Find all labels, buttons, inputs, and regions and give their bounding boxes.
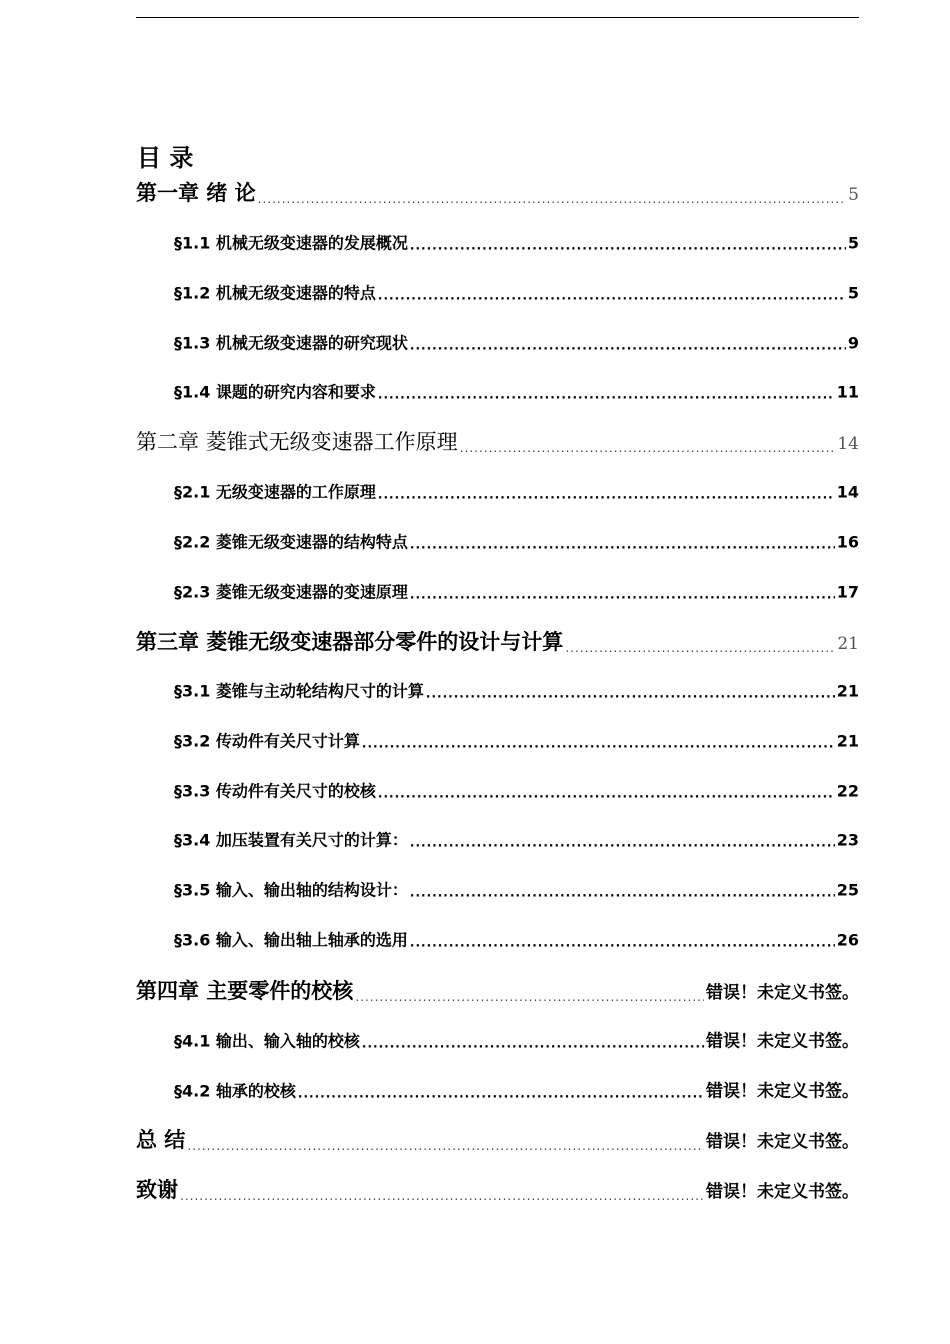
toc-entry[interactable]: [136, 975, 859, 1005]
toc-entry-page: 错误！未定义书签。: [706, 1182, 859, 1202]
toc-entry-page: 11: [836, 382, 859, 402]
toc-entry[interactable]: [136, 1124, 859, 1154]
toc-entry[interactable]: [174, 729, 859, 752]
toc-entry-label: 第一章 绪 论: [136, 181, 256, 205]
toc-entry-label: 第二章 菱锥式无级变速器工作原理: [136, 430, 458, 454]
toc-dot-leader: [355, 975, 704, 1005]
toc-entry-page: 25: [836, 880, 859, 900]
toc-dot-leader: [410, 530, 835, 553]
toc-dot-leader: [378, 281, 846, 304]
toc-entry-label: §1.2 机械无级变速器的特点: [174, 283, 376, 303]
toc-dot-leader: [298, 1077, 704, 1102]
toc-entry-label: §3.4 加压装置有关尺寸的计算：: [174, 830, 408, 850]
toc-entry-page: 16: [836, 532, 859, 552]
toc-entry-label: 致谢: [136, 1178, 178, 1202]
toc-entry-page: 5: [848, 185, 859, 205]
toc-entry-page: 5: [847, 233, 859, 253]
toc-entry-label: §3.1 菱锥与主动轮结构尺寸的计算: [174, 681, 424, 701]
toc-entry[interactable]: [136, 626, 859, 656]
toc-entry[interactable]: [136, 426, 859, 456]
toc-dot-leader: [187, 1124, 704, 1154]
toc-entry[interactable]: [174, 1077, 859, 1102]
toc-entry-page: 错误！未定义书签。: [706, 1031, 859, 1052]
toc-dot-leader: [565, 626, 835, 656]
toc-dot-leader: [410, 331, 846, 354]
toc-entry[interactable]: [174, 331, 859, 354]
toc-entry[interactable]: [174, 480, 859, 503]
toc-entry-label: 第四章 主要零件的校核: [136, 979, 354, 1003]
toc-dot-leader: [410, 828, 835, 851]
toc-dot-leader: [378, 480, 835, 503]
toc-dot-leader: [362, 729, 835, 752]
toc-entry-label: §2.2 菱锥无级变速器的结构特点: [174, 532, 408, 552]
header-rule: [136, 17, 859, 18]
toc-entry-page: 错误！未定义书签。: [706, 1132, 859, 1152]
toc-entry-page: 21: [836, 681, 859, 701]
toc-entry-page: 26: [836, 930, 859, 950]
toc-entry[interactable]: [174, 828, 859, 851]
toc-entry-page: 错误！未定义书签。: [706, 983, 859, 1003]
toc-entry[interactable]: [174, 928, 859, 951]
toc-entry[interactable]: [174, 580, 859, 603]
toc-entry[interactable]: [174, 779, 859, 802]
toc-entry[interactable]: [174, 1027, 859, 1052]
toc-dot-leader: [426, 679, 835, 702]
toc-entry-label: §3.3 传动件有关尺寸的校核: [174, 781, 376, 801]
toc-entry-label: 总 结: [136, 1128, 186, 1152]
toc-entry[interactable]: [174, 380, 859, 403]
toc-entry-label: §3.5 输入、输出轴的结构设计：: [174, 880, 408, 900]
toc-entry[interactable]: [174, 679, 859, 702]
toc-entry-label: §2.3 菱锥无级变速器的变速原理: [174, 582, 408, 602]
toc-entry-page: 14: [836, 482, 859, 502]
toc-entry-label: §4.2 轴承的校核: [174, 1081, 296, 1101]
toc-entry-page: 21: [837, 634, 859, 654]
toc-entry[interactable]: [174, 231, 859, 254]
toc-dot-leader: [180, 1174, 704, 1204]
toc-dot-leader: [362, 1027, 704, 1052]
toc-entry-page: 22: [836, 781, 859, 801]
toc-entry-label: §4.1 输出、输入轴的校核: [174, 1031, 360, 1051]
toc-entry[interactable]: [174, 878, 859, 901]
toc-entry-label: §1.3 机械无级变速器的研究现状: [174, 333, 408, 353]
toc-entry[interactable]: [174, 530, 859, 553]
toc-dot-leader: [410, 231, 846, 254]
toc-entry-page: 5: [847, 283, 859, 303]
toc-entry-label: §3.2 传动件有关尺寸计算: [174, 731, 360, 751]
toc-entry-label: §1.4 课题的研究内容和要求: [174, 382, 376, 402]
toc-dot-leader: [378, 380, 835, 403]
toc-entry-label: §3.6 输入、输出轴上轴承的选用: [174, 930, 408, 950]
toc-entry-label: 第三章 菱锥无级变速器部分零件的设计与计算: [136, 630, 564, 654]
toc-dot-leader: [460, 426, 836, 456]
toc-entry[interactable]: [174, 281, 859, 304]
toc-dot-leader: [258, 177, 847, 207]
toc-entry[interactable]: [136, 177, 859, 207]
toc-title: 目 录: [137, 144, 194, 172]
toc-entry-page: 9: [847, 333, 859, 353]
toc-entry-page: 21: [836, 731, 859, 751]
toc-entry-page: 23: [836, 830, 859, 850]
toc-entry[interactable]: [136, 1174, 859, 1204]
toc-entry-page: 17: [836, 582, 859, 602]
toc-dot-leader: [410, 878, 835, 901]
toc-entry-page: 错误！未定义书签。: [706, 1081, 859, 1102]
toc-entry-label: §2.1 无级变速器的工作原理: [174, 482, 376, 502]
toc-dot-leader: [378, 779, 835, 802]
toc-dot-leader: [410, 928, 835, 951]
toc-dot-leader: [410, 580, 835, 603]
toc-entry-page: 14: [837, 434, 859, 454]
toc-entry-label: §1.1 机械无级变速器的发展概况: [174, 233, 408, 253]
